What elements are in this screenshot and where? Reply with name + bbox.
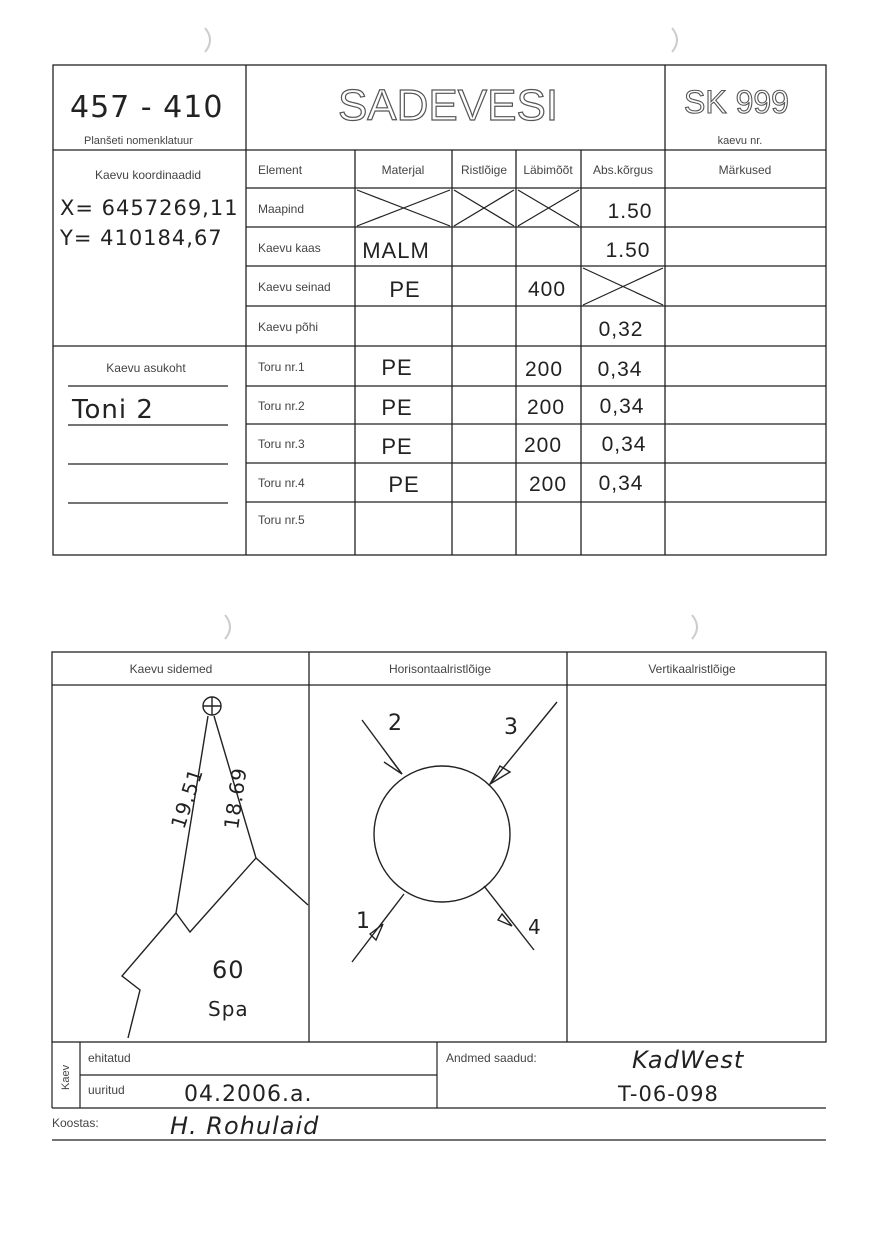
horizontal-section-diagram <box>352 702 557 962</box>
pipe-label-2: 2 <box>388 711 403 736</box>
sheet-number: 457 - 410 <box>70 90 224 125</box>
row-label: Toru nr.4 <box>258 476 305 490</box>
ties-label: Kaevu sidemed <box>129 662 213 676</box>
col-header-remarks: Märkused <box>718 163 772 177</box>
pipe-4-line <box>484 886 534 950</box>
row-label: Toru nr.5 <box>258 513 305 527</box>
tie-distance-right: 18.69 <box>219 765 252 831</box>
lower-grid <box>52 652 826 1042</box>
building-number: 60 <box>212 956 245 984</box>
material-values <box>362 238 430 497</box>
location-label: Kaevu asukoht <box>106 361 186 375</box>
author-label: Koostas: <box>52 1116 99 1130</box>
row-label: Kaevu kaas <box>258 241 321 255</box>
col-header-element: Element <box>258 163 303 177</box>
binder-hole-mark <box>205 28 210 52</box>
row-label: Toru nr.3 <box>258 437 305 451</box>
cell-abs-height: 0,34 <box>598 472 644 495</box>
well-circle <box>374 766 510 902</box>
surveyed-value: 04.2006.a. <box>184 1082 313 1107</box>
col-header-diameter: Läbimõõt <box>523 163 573 177</box>
horizontal-section-label: Horisontaalristlõige <box>388 662 492 676</box>
row-label: Kaevu seinad <box>258 280 331 294</box>
cell-abs-height: 0,32 <box>598 318 644 341</box>
surveyed-label: uuritud <box>88 1083 125 1097</box>
col-header-abs-height: Abs.kõrgus <box>592 163 654 177</box>
sheet-number-label: Planšeti nomenklatuur <box>84 135 193 147</box>
coordinate-y: Y= 410184,67 <box>60 226 223 250</box>
cell-material: PE <box>389 277 421 302</box>
pipe-2-arrow-icon <box>384 758 402 774</box>
location-address: Toni 2 <box>72 395 154 425</box>
height-values <box>598 200 653 495</box>
building-note: Spa <box>208 997 249 1021</box>
cell-abs-height: 0,34 <box>597 358 643 381</box>
cell-material: PE <box>381 434 413 459</box>
col-header-material: Materjal <box>381 163 425 177</box>
footer-side-label: Kaev <box>60 1064 72 1090</box>
col-header-cross-section: Ristlõige <box>460 163 508 177</box>
data-source-code: T-06-098 <box>618 1082 719 1106</box>
cell-diameter: 200 <box>524 358 564 381</box>
coordinates-label: Kaevu koordinaadid <box>94 168 202 182</box>
binder-hole-mark <box>692 615 697 639</box>
cell-abs-height: 1.50 <box>605 239 651 262</box>
data-source-value: KadWest <box>632 1046 745 1074</box>
row-label: Toru nr.1 <box>258 360 305 374</box>
cell-diameter: 200 <box>528 473 568 496</box>
cell-diameter: 400 <box>527 278 567 301</box>
cell-material: PE <box>388 472 420 497</box>
row-label: Kaevu põhi <box>258 320 319 334</box>
author-value: H. Rohulaid <box>170 1112 320 1140</box>
well-number: SK 999 <box>684 84 789 120</box>
built-label: ehitatud <box>88 1051 131 1065</box>
data-source-label: Andmed saadud: <box>446 1051 537 1065</box>
row-label: Maapind <box>258 202 305 216</box>
binder-hole-mark <box>672 28 677 52</box>
cell-material: PE <box>381 395 413 420</box>
row-labels <box>258 202 331 527</box>
row-label: Toru nr.2 <box>258 399 305 413</box>
tie-distance-left: 19.51 <box>165 764 208 832</box>
cell-diameter: 200 <box>523 434 563 457</box>
cell-material: MALM <box>362 238 430 263</box>
cell-abs-height: 0,34 <box>599 395 645 418</box>
cell-abs-height: 0,34 <box>601 433 647 456</box>
binder-hole-mark <box>225 615 230 639</box>
cell-abs-height: 1.50 <box>607 200 653 223</box>
pipe-label-1: 1 <box>356 909 371 934</box>
form-title: SADEVESI <box>337 81 559 130</box>
cell-material: PE <box>381 355 413 380</box>
cell-diameter: 200 <box>526 396 566 419</box>
pipe-1-arrow-icon <box>370 924 383 940</box>
pipe-label-4: 4 <box>528 915 542 939</box>
coordinate-x: X= 6457269,11 <box>60 196 239 220</box>
pipe-3-line <box>490 702 557 784</box>
vertical-section-label: Vertikaalristlõige <box>648 662 736 676</box>
ties-sketch <box>122 697 308 1038</box>
well-number-label: kaevu nr. <box>717 135 763 147</box>
pipe-label-3: 3 <box>504 715 519 740</box>
